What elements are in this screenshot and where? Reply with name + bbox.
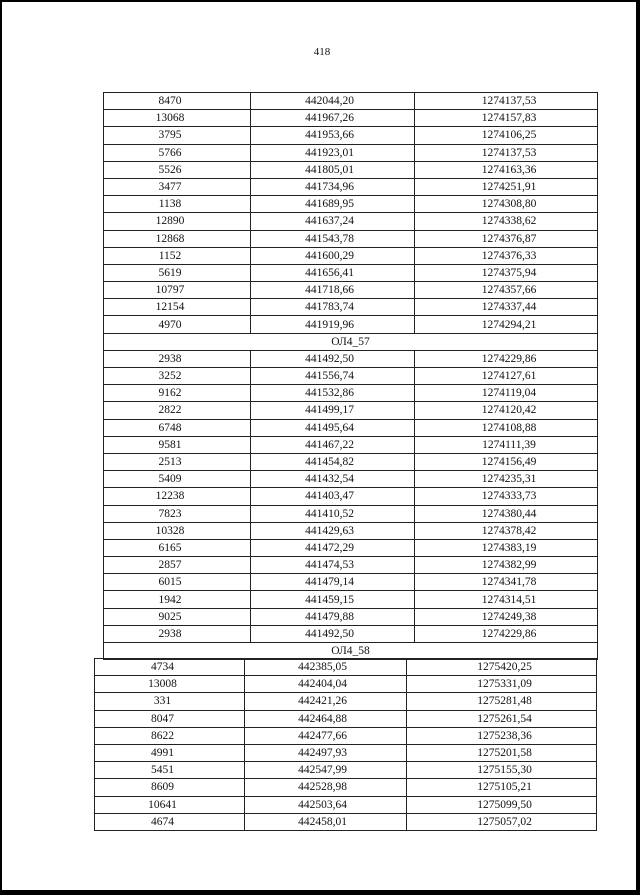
x-coordinate-cell: 441953,66 xyxy=(251,127,415,144)
table-row xyxy=(95,676,597,693)
x-coordinate-cell: 442547,99 xyxy=(245,762,407,779)
y-coordinate-cell: 1274249,38 xyxy=(415,608,598,625)
point-number-cell: 9162 xyxy=(104,385,251,402)
table-row xyxy=(104,282,598,299)
table-row xyxy=(104,213,598,230)
table-row xyxy=(104,264,598,281)
y-coordinate-cell: 1275281,48 xyxy=(407,693,597,710)
table-row xyxy=(95,659,597,676)
y-coordinate-cell: 1275331,09 xyxy=(407,676,597,693)
x-coordinate-cell: 441919,96 xyxy=(251,316,415,333)
point-number-cell: 10797 xyxy=(104,282,251,299)
y-coordinate-cell: 1275420,25 xyxy=(407,659,597,676)
y-coordinate-cell: 1275238,36 xyxy=(407,727,597,744)
table-row xyxy=(104,557,598,574)
table-row xyxy=(95,762,597,779)
point-number-cell: 5766 xyxy=(104,144,251,161)
x-coordinate-cell: 441689,95 xyxy=(251,196,415,213)
y-coordinate-cell: 1274338,62 xyxy=(415,213,598,230)
point-number-cell: 12238 xyxy=(104,488,251,505)
point-number-cell: 1138 xyxy=(104,196,251,213)
point-number-cell: 9581 xyxy=(104,436,251,453)
y-coordinate-cell: 1275099,50 xyxy=(407,796,597,813)
table-row xyxy=(104,368,598,385)
table-row xyxy=(104,488,598,505)
y-coordinate-cell: 1274376,87 xyxy=(415,230,598,247)
coordinates-table-top xyxy=(103,92,598,660)
x-coordinate-cell: 441532,86 xyxy=(251,385,415,402)
point-number-cell: 10641 xyxy=(95,796,245,813)
x-coordinate-cell: 441454,82 xyxy=(251,453,415,470)
table-row xyxy=(95,779,597,796)
point-number-cell: 10328 xyxy=(104,522,251,539)
x-coordinate-cell: 441556,74 xyxy=(251,368,415,385)
x-coordinate-cell: 441923,01 xyxy=(251,144,415,161)
table-row xyxy=(104,196,598,213)
y-coordinate-cell: 1275155,30 xyxy=(407,762,597,779)
point-number-cell: 7823 xyxy=(104,505,251,522)
point-number-cell: 12890 xyxy=(104,213,251,230)
table-row xyxy=(104,402,598,419)
point-number-cell: 13008 xyxy=(95,676,245,693)
y-coordinate-cell: 1274251,91 xyxy=(415,178,598,195)
coordinates-table-bottom xyxy=(94,658,597,831)
x-coordinate-cell: 442404,04 xyxy=(245,676,407,693)
table-row xyxy=(104,539,598,556)
table-row xyxy=(104,178,598,195)
x-coordinate-cell: 441492,50 xyxy=(251,350,415,367)
point-number-cell: 2857 xyxy=(104,557,251,574)
x-coordinate-cell: 441474,53 xyxy=(251,557,415,574)
table-row xyxy=(104,453,598,470)
x-coordinate-cell: 442503,64 xyxy=(245,796,407,813)
table-row xyxy=(104,144,598,161)
point-number-cell: 4991 xyxy=(95,744,245,761)
coordinates-table-bottom-body xyxy=(95,659,597,831)
x-coordinate-cell: 442528,98 xyxy=(245,779,407,796)
y-coordinate-cell: 1274357,66 xyxy=(415,282,598,299)
x-coordinate-cell: 441600,29 xyxy=(251,247,415,264)
table-row xyxy=(104,505,598,522)
y-coordinate-cell: 1274375,94 xyxy=(415,264,598,281)
x-coordinate-cell: 441479,88 xyxy=(251,608,415,625)
x-coordinate-cell: 441492,50 xyxy=(251,625,415,642)
point-number-cell: 5409 xyxy=(104,471,251,488)
point-number-cell: 9025 xyxy=(104,608,251,625)
table-row xyxy=(104,230,598,247)
y-coordinate-cell: 1275057,02 xyxy=(407,813,597,830)
table-row xyxy=(104,93,598,110)
y-coordinate-cell: 1274378,42 xyxy=(415,522,598,539)
table-row xyxy=(104,591,598,608)
y-coordinate-cell: 1274341,78 xyxy=(415,574,598,591)
point-number-cell: 2822 xyxy=(104,402,251,419)
table-row xyxy=(104,522,598,539)
table-row xyxy=(104,625,598,642)
point-number-cell: 6748 xyxy=(104,419,251,436)
y-coordinate-cell: 1274383,19 xyxy=(415,539,598,556)
x-coordinate-cell: 441783,74 xyxy=(251,299,415,316)
y-coordinate-cell: 1274163,36 xyxy=(415,161,598,178)
x-coordinate-cell: 442464,88 xyxy=(245,710,407,727)
y-coordinate-cell: 1274333,73 xyxy=(415,488,598,505)
x-coordinate-cell: 442477,66 xyxy=(245,727,407,744)
section-title: ОЛ4_57 xyxy=(104,333,598,350)
table-row xyxy=(104,471,598,488)
y-coordinate-cell: 1274382,99 xyxy=(415,557,598,574)
table-row xyxy=(104,127,598,144)
table-row xyxy=(104,110,598,127)
y-coordinate-cell: 1274337,44 xyxy=(415,299,598,316)
y-coordinate-cell: 1274108,88 xyxy=(415,419,598,436)
x-coordinate-cell: 441429,63 xyxy=(251,522,415,539)
x-coordinate-cell: 441734,96 xyxy=(251,178,415,195)
point-number-cell: 5451 xyxy=(95,762,245,779)
point-number-cell: 2938 xyxy=(104,625,251,642)
section-header-row xyxy=(104,333,598,350)
point-number-cell: 4734 xyxy=(95,659,245,676)
y-coordinate-cell: 1274294,21 xyxy=(415,316,598,333)
point-number-cell: 1942 xyxy=(104,591,251,608)
x-coordinate-cell: 441459,15 xyxy=(251,591,415,608)
y-coordinate-cell: 1274235,31 xyxy=(415,471,598,488)
coordinates-table-top-body xyxy=(104,93,598,660)
y-coordinate-cell: 1274137,53 xyxy=(415,93,598,110)
y-coordinate-cell: 1275105,21 xyxy=(407,779,597,796)
x-coordinate-cell: 441543,78 xyxy=(251,230,415,247)
point-number-cell: 8622 xyxy=(95,727,245,744)
x-coordinate-cell: 441718,66 xyxy=(251,282,415,299)
x-coordinate-cell: 442421,26 xyxy=(245,693,407,710)
y-coordinate-cell: 1274376,33 xyxy=(415,247,598,264)
x-coordinate-cell: 441656,41 xyxy=(251,264,415,281)
point-number-cell: 5619 xyxy=(104,264,251,281)
y-coordinate-cell: 1274106,25 xyxy=(415,127,598,144)
point-number-cell: 1152 xyxy=(104,247,251,264)
point-number-cell: 331 xyxy=(95,693,245,710)
point-number-cell: 2513 xyxy=(104,453,251,470)
x-coordinate-cell: 441495,64 xyxy=(251,419,415,436)
x-coordinate-cell: 441967,26 xyxy=(251,110,415,127)
point-number-cell: 3795 xyxy=(104,127,251,144)
point-number-cell: 8047 xyxy=(95,710,245,727)
x-coordinate-cell: 441805,01 xyxy=(251,161,415,178)
table-row xyxy=(104,161,598,178)
y-coordinate-cell: 1274229,86 xyxy=(415,625,598,642)
point-number-cell: 3477 xyxy=(104,178,251,195)
point-number-cell: 5526 xyxy=(104,161,251,178)
point-number-cell: 8609 xyxy=(95,779,245,796)
y-coordinate-cell: 1274157,83 xyxy=(415,110,598,127)
y-coordinate-cell: 1275261,54 xyxy=(407,710,597,727)
point-number-cell: 4674 xyxy=(95,813,245,830)
x-coordinate-cell: 441499,17 xyxy=(251,402,415,419)
point-number-cell: 2938 xyxy=(104,350,251,367)
table-row xyxy=(95,693,597,710)
point-number-cell: 8470 xyxy=(104,93,251,110)
point-number-cell: 13068 xyxy=(104,110,251,127)
y-coordinate-cell: 1274380,44 xyxy=(415,505,598,522)
point-number-cell: 6165 xyxy=(104,539,251,556)
table-row xyxy=(104,419,598,436)
y-coordinate-cell: 1274314,51 xyxy=(415,591,598,608)
y-coordinate-cell: 1274308,80 xyxy=(415,196,598,213)
table-row xyxy=(104,316,598,333)
point-number-cell: 12154 xyxy=(104,299,251,316)
x-coordinate-cell: 441467,22 xyxy=(251,436,415,453)
x-coordinate-cell: 441479,14 xyxy=(251,574,415,591)
y-coordinate-cell: 1274120,42 xyxy=(415,402,598,419)
x-coordinate-cell: 441410,52 xyxy=(251,505,415,522)
x-coordinate-cell: 441472,29 xyxy=(251,539,415,556)
point-number-cell: 6015 xyxy=(104,574,251,591)
x-coordinate-cell: 442497,93 xyxy=(245,744,407,761)
y-coordinate-cell: 1274119,04 xyxy=(415,385,598,402)
table-row xyxy=(104,574,598,591)
y-coordinate-cell: 1274137,53 xyxy=(415,144,598,161)
x-coordinate-cell: 442385,05 xyxy=(245,659,407,676)
document-page xyxy=(2,2,636,890)
table-row xyxy=(95,744,597,761)
point-number-cell: 4970 xyxy=(104,316,251,333)
table-row xyxy=(95,813,597,830)
table-row xyxy=(104,385,598,402)
x-coordinate-cell: 441637,24 xyxy=(251,213,415,230)
x-coordinate-cell: 441432,54 xyxy=(251,471,415,488)
page-number: 418 xyxy=(313,46,331,58)
x-coordinate-cell: 442458,01 xyxy=(245,813,407,830)
y-coordinate-cell: 1274156,49 xyxy=(415,453,598,470)
y-coordinate-cell: 1275201,58 xyxy=(407,744,597,761)
table-row xyxy=(104,608,598,625)
table-row xyxy=(104,247,598,264)
section-title: ОЛ4_58 xyxy=(104,643,598,660)
table-row xyxy=(95,796,597,813)
table-row xyxy=(95,727,597,744)
y-coordinate-cell: 1274229,86 xyxy=(415,350,598,367)
x-coordinate-cell: 442044,20 xyxy=(251,93,415,110)
point-number-cell: 12868 xyxy=(104,230,251,247)
point-number-cell: 3252 xyxy=(104,368,251,385)
y-coordinate-cell: 1274127,61 xyxy=(415,368,598,385)
x-coordinate-cell: 441403,47 xyxy=(251,488,415,505)
table-row xyxy=(104,350,598,367)
table-row xyxy=(95,710,597,727)
y-coordinate-cell: 1274111,39 xyxy=(415,436,598,453)
table-row xyxy=(104,436,598,453)
table-row xyxy=(104,299,598,316)
